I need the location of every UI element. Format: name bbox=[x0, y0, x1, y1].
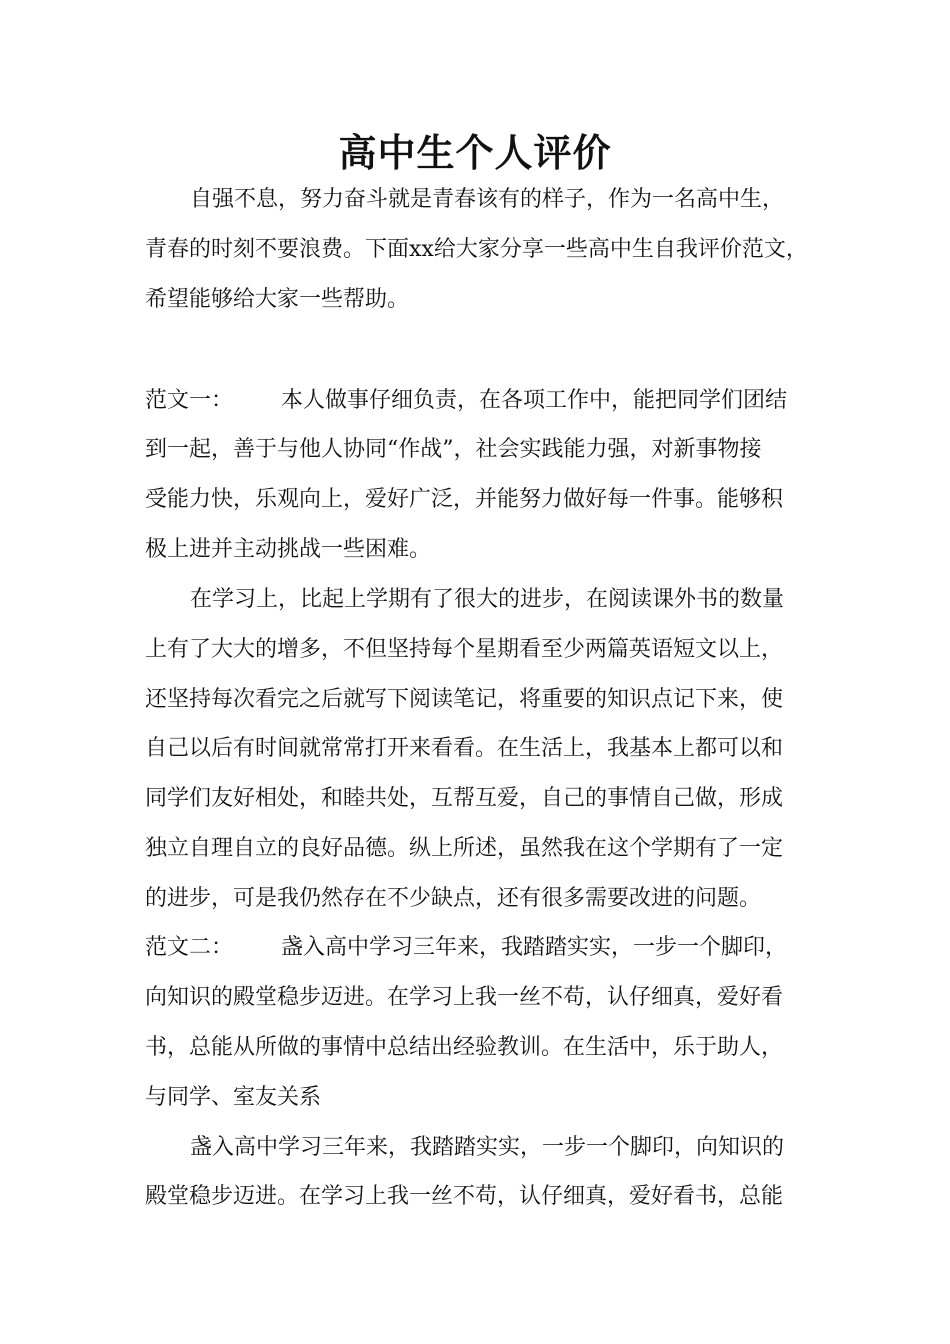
sample2-first-text: 盏入高中学习三年来，我踏踏实实，一步一个脚印， bbox=[281, 935, 788, 960]
sample2-first-line bbox=[145, 933, 787, 963]
intro-line-3: 希望能够给大家一些帮助。 bbox=[145, 287, 410, 312]
paragraph2-line-3: 还坚持每次看完之后就写下阅读笔记，将重要的知识点记下来，使 bbox=[145, 687, 784, 712]
sample1-line-4: 极上进并主动挑战一些困难。 bbox=[145, 537, 432, 562]
sample1-label: 范文一： bbox=[145, 388, 234, 413]
intro-line-1: 自强不息，努力奋斗就是青春该有的样子，作为一名高中生， bbox=[190, 187, 785, 212]
sample1-first-text: 本人做事仔细负责，在各项工作中，能把同学们团结 bbox=[281, 388, 788, 413]
sample2-label: 范文二： bbox=[145, 935, 234, 960]
sample1-line-3: 受能力快，乐观向上，爱好广泛，并能努力做好每一件事。能够积 bbox=[145, 487, 784, 512]
paragraph2-line-5: 同学们友好相处，和睦共处，互帮互爱，自己的事情自己做，形成 bbox=[145, 786, 784, 811]
paragraph2-line-6: 独立自理自立的良好品德。纵上所述，虽然我在这个学期有了一定 bbox=[145, 836, 784, 861]
sample1-first-line bbox=[145, 386, 787, 416]
intro-line-2: 青春的时刻不要浪费。下面xx给大家分享一些高中生自我评价范文， bbox=[145, 237, 808, 262]
paragraph2-line-2: 上有了大大的增多，不但坚持每个星期看至少两篇英语短文以上， bbox=[145, 637, 784, 662]
paragraph4-line-1: 盏入高中学习三年来，我踏踏实实，一步一个脚印，向知识的 bbox=[190, 1135, 785, 1160]
sample2-line-2: 向知识的殿堂稳步迈进。在学习上我一丝不苟，认仔细真，爱好看 bbox=[145, 985, 784, 1010]
paragraph2-line-1: 在学习上，比起上学期有了很大的进步，在阅读课外书的数量 bbox=[190, 587, 785, 612]
sample2-line-3: 书，总能从所做的事情中总结出经验教训。在生活中，乐于助人， bbox=[145, 1035, 784, 1060]
paragraph2-line-7: 的进步，可是我仍然存在不少缺点，还有很多需要改进的问题。 bbox=[145, 886, 762, 911]
sample2-line-4: 与同学、室友关系 bbox=[145, 1085, 322, 1110]
document-title: 高中生个人评价 bbox=[338, 131, 612, 175]
paragraph2-line-4: 自己以后有时间就常常打开来看看。在生活上，我基本上都可以和 bbox=[145, 736, 784, 761]
paragraph4-line-2: 殿堂稳步迈进。在学习上我一丝不苟，认仔细真，爱好看书，总能 bbox=[145, 1184, 784, 1209]
sample1-line-2: 到一起，善于与他人协同“作战”，社会实践能力强，对新事物接 bbox=[145, 437, 762, 462]
